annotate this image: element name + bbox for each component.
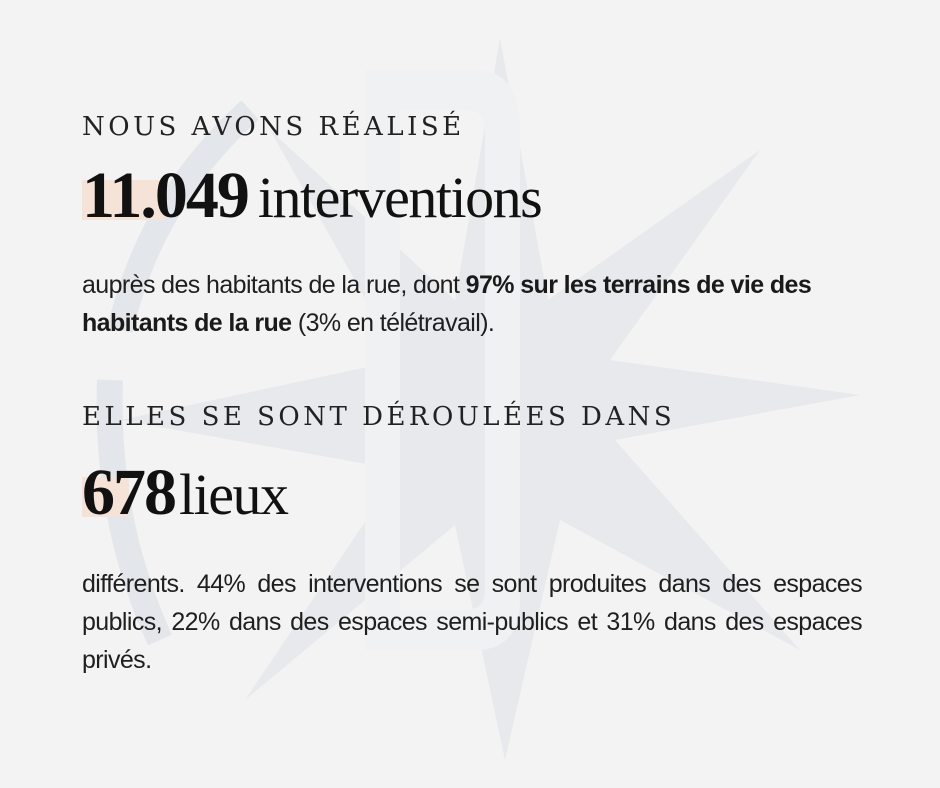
section2-number: 678 (82, 456, 175, 529)
section1-kicker: NOUS AVONS RÉALISÉ (82, 112, 465, 142)
content (82, 0, 862, 788)
section1-paragraph (82, 266, 862, 342)
section1-text-end: (3% en télétravail). (291, 309, 495, 337)
section1-unit: interventions (257, 165, 542, 230)
section2-unit: lieux (179, 462, 288, 527)
section2-kicker: ELLES SE SONT DÉROULÉES DANS (82, 402, 676, 432)
section1-headline (82, 158, 541, 234)
section1-text-start: auprès des habitants de la rue, dont (82, 271, 466, 299)
section1-number: 11.049 (82, 159, 248, 232)
section1-text-bold: 97% sur les terrains de vie des habitants de la rue (82, 271, 812, 337)
section2-headline (82, 455, 287, 531)
section2-paragraph: différents. 44% des interventions se sont produites dans des espaces publics, 22% dans des espaces semi-publics et 31% dans des espaces privés. (82, 570, 862, 674)
